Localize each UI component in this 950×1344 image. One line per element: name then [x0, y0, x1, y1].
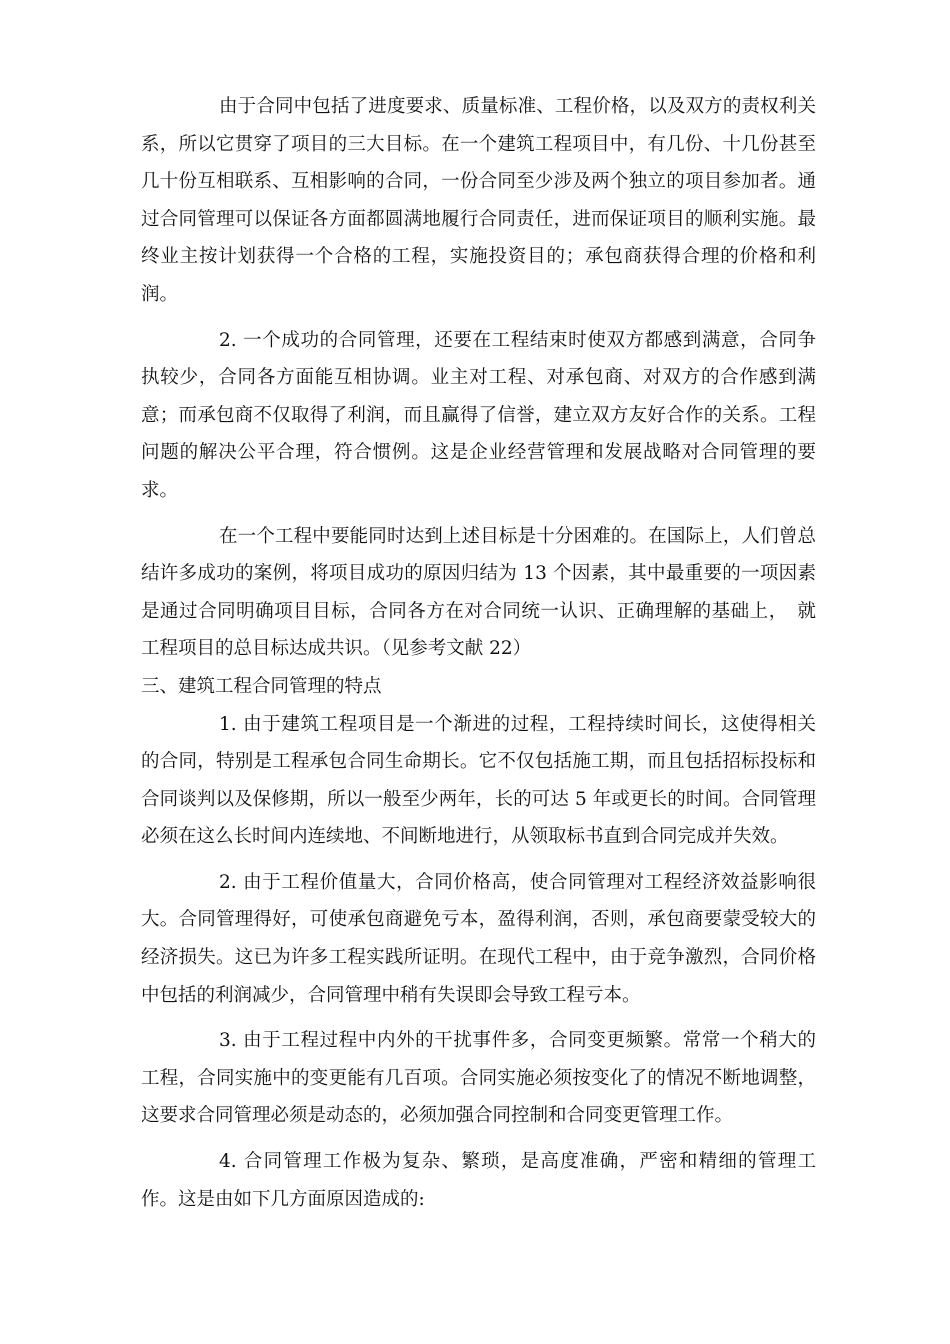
section-heading: 三、建筑工程合同管理的特点: [141, 675, 382, 697]
paragraph-feature-complexity: 4. 合同管理工作极为复杂、繁琐，是高度准确，严密和精细的管理工作。这是由如下几方面原因造成的:: [141, 1151, 816, 1210]
paragraph-contract-goals: 由于合同中包括了进度要求、质量标准、工程价格，以及双方的责权利关系，所以它贯穿了项目的三大目标。在一个建筑工程项目中，有几份、十几份甚至几十份互相联系、互相影响的合同，一份合同至少涉及两个独立的项目参加者。通过合同管理可以保证各方面都圆满地履行合同责任，进而保证项目的顺利实施。最终业主按计划获得一个合格的工程，实施投资目的；承包商获得合理的价格和利润。: [141, 96, 816, 305]
document-body: [141, 88, 816, 1218]
paragraph-feature-high-value: 2. 由于工程价值量大，合同价格高，使合同管理对工程经济效益影响很大。合同管理得好，可使承包商避免亏本，盈得利润，否则，承包商要蒙受较大的经济损失。这已为许多工程实践所证明。在现代工程中，由于竞争激烈，合同价格中包括的利润减少，合同管理中稍有失误即会导致工程亏本。: [141, 871, 816, 1006]
paragraph-success-factors: 在一个工程中要能同时达到上述目标是十分困难的。在国际上，人们曾总结许多成功的案例，将项目成功的原因归结为 13 个因素，其中最重要的一项因素是通过合同明确项目目标，合同各方在对合同统一认识、正确理解的基础上， 就工程项目的总目标达成共识。（见参考文献 22）: [141, 525, 816, 660]
paragraph-feature-long-duration: 1. 由于建筑工程项目是一个渐进的过程，工程持续时间长，这使得相关的合同，特别是工程承包合同生命期长。它不仅包括施工期，而且包括招标投标和合同谈判以及保修期，所以一般至少两年，长的可达 5 年或更长的时间。合同管理必须在这么长时间内连续地、不间断地进行，从领取标书直到合同完成并失效。: [141, 713, 816, 848]
paragraph-feature-frequent-changes: 3. 由于工程过程中内外的干扰事件多，合同变更频繁。常常一个稍大的工程，合同实施中的变更能有几百项。合同实施必须按变化了的情况不断地调整，这要求合同管理必须是动态的，必须加强合同控制和合同变更管理工作。: [141, 1030, 816, 1127]
paragraph-successful-management: 2. 一个成功的合同管理，还要在工程结束时使双方都感到满意，合同争执较少，合同各方面能互相协调。业主对工程、对承包商、对双方的合作感到满意；而承包商不仅取得了利润，而且赢得了信誉，建立双方友好合作的关系。工程问题的解决公平合理，符合惯例。这是企业经营管理和发展战略对合同管理的要求。: [141, 329, 816, 501]
